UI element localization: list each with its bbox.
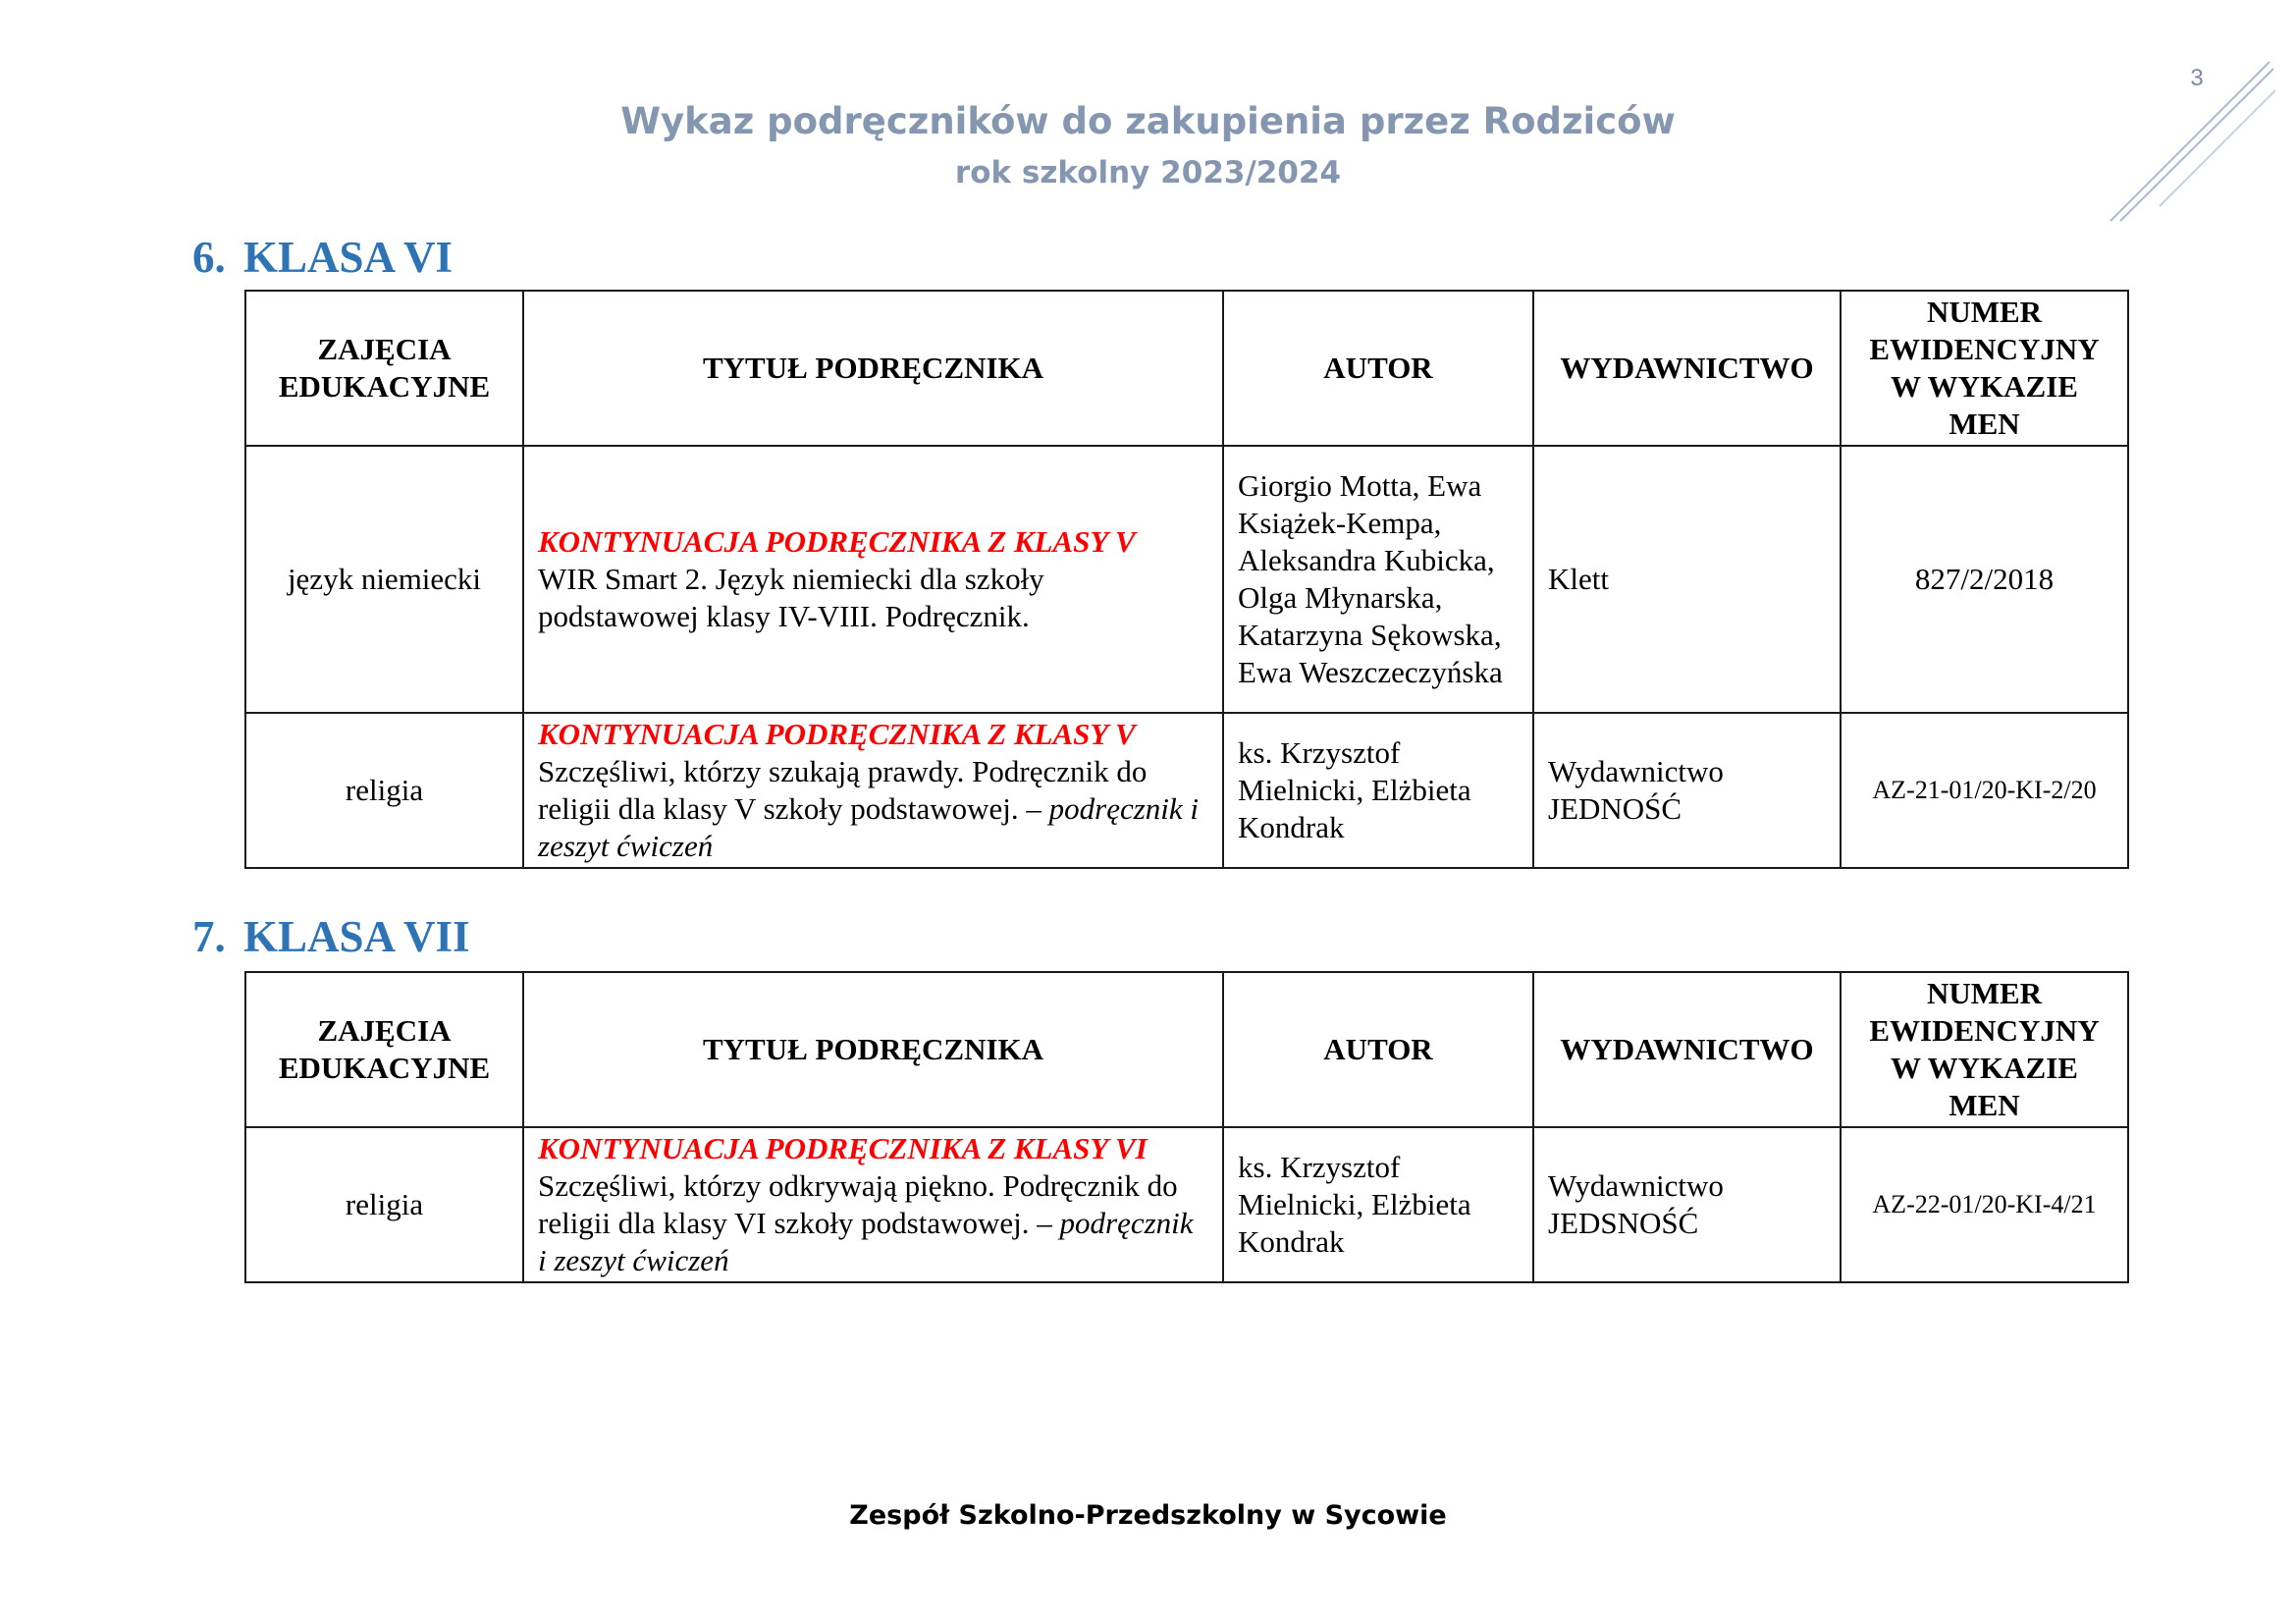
column-header-subject: ZAJĘCIA EDUKACYJNE bbox=[245, 291, 523, 446]
column-header-author: AUTOR bbox=[1223, 972, 1533, 1127]
column-header-author: AUTOR bbox=[1223, 291, 1533, 446]
cell-publisher: Wydawnictwo JEDNOŚĆ bbox=[1533, 713, 1841, 868]
table-row bbox=[245, 446, 2128, 713]
cell-subject: religia bbox=[245, 1127, 523, 1282]
column-header-publisher: WYDAWNICTWO bbox=[1533, 291, 1841, 446]
table-header-row bbox=[245, 972, 2128, 1127]
cell-author: ks. Krzysztof Mielnicki, Elżbieta Kondrak bbox=[1223, 1127, 1533, 1282]
table-row bbox=[245, 713, 2128, 868]
table-row bbox=[245, 1127, 2128, 1282]
cell-author: Giorgio Motta, Ewa Książek-Kempa, Aleksandra Kubicka, Olga Młynarska, Katarzyna Sękowska, Ewa Weszczeczyńska bbox=[1223, 446, 1533, 713]
cell-publisher: Klett bbox=[1533, 446, 1841, 713]
book-title: WIR Smart 2. Język niemiecki dla szkoły podstawowej klasy IV-VIII. Podręcznik. bbox=[538, 562, 1044, 633]
book-extra: podręcznik i zeszyt ćwiczeń bbox=[538, 791, 1200, 863]
cell-subject: religia bbox=[245, 713, 523, 868]
corner-decoration bbox=[2101, 59, 2277, 226]
column-header-number: NUMER EWIDENCYJNY W WYKAZIE MEN bbox=[1841, 972, 2128, 1127]
cell-title bbox=[523, 446, 1223, 713]
footer-school-name: Zespół Szkolno-Przedszkolny w Sycowie bbox=[849, 1500, 1447, 1531]
section-title: KLASA VI bbox=[243, 233, 454, 282]
cell-title bbox=[523, 713, 1223, 868]
school-year: rok szkolny 2023/2024 bbox=[954, 155, 1342, 190]
continuation-note: KONTYNUACJA PODRĘCZNIKA Z KLASY VI bbox=[538, 1131, 1148, 1165]
cell-number: 827/2/2018 bbox=[1841, 446, 2128, 713]
column-header-publisher: WYDAWNICTWO bbox=[1533, 972, 1841, 1127]
cell-subject: język niemiecki bbox=[245, 446, 523, 713]
books-table-klasa-vi bbox=[244, 290, 2129, 869]
document-title: Wykaz podręczników do zakupienia przez Rodziców bbox=[620, 100, 1676, 142]
section-number: 7. bbox=[192, 912, 226, 961]
continuation-note: KONTYNUACJA PODRĘCZNIKA Z KLASY V bbox=[538, 524, 1136, 559]
books-table-klasa-vii bbox=[244, 971, 2129, 1283]
column-header-subject: ZAJĘCIA EDUKACYJNE bbox=[245, 972, 523, 1127]
continuation-note: KONTYNUACJA PODRĘCZNIKA Z KLASY V bbox=[538, 717, 1136, 751]
cell-publisher: Wydawnictwo JEDSNOŚĆ bbox=[1533, 1127, 1841, 1282]
book-title: Szczęśliwi, którzy odkrywają piękno. Podręcznik do religii dla klasy VI szkoły podstawowej. – bbox=[538, 1168, 1178, 1240]
section-heading-klasa-vii bbox=[192, 911, 470, 962]
column-header-title: TYTUŁ PODRĘCZNIKA bbox=[523, 291, 1223, 446]
section-title: KLASA VII bbox=[243, 912, 470, 961]
book-extra: podręcznik i zeszyt ćwiczeń bbox=[538, 1206, 1194, 1277]
cell-number: AZ-22-01/20-KI-4/21 bbox=[1841, 1127, 2128, 1282]
cell-author: ks. Krzysztof Mielnicki, Elżbieta Kondrak bbox=[1223, 713, 1533, 868]
column-header-title: TYTUŁ PODRĘCZNIKA bbox=[523, 972, 1223, 1127]
cell-title bbox=[523, 1127, 1223, 1282]
cell-number: AZ-21-01/20-KI-2/20 bbox=[1841, 713, 2128, 868]
section-heading-klasa-vi bbox=[192, 232, 453, 283]
page-number: 3 bbox=[2190, 65, 2204, 91]
table-header-row bbox=[245, 291, 2128, 446]
column-header-number: NUMER EWIDENCYJNY W WYKAZIE MEN bbox=[1841, 291, 2128, 446]
section-number: 6. bbox=[192, 233, 226, 282]
book-title: Szczęśliwi, którzy szukają prawdy. Podręcznik do religii dla klasy V szkoły podstawowej. – bbox=[538, 754, 1148, 826]
